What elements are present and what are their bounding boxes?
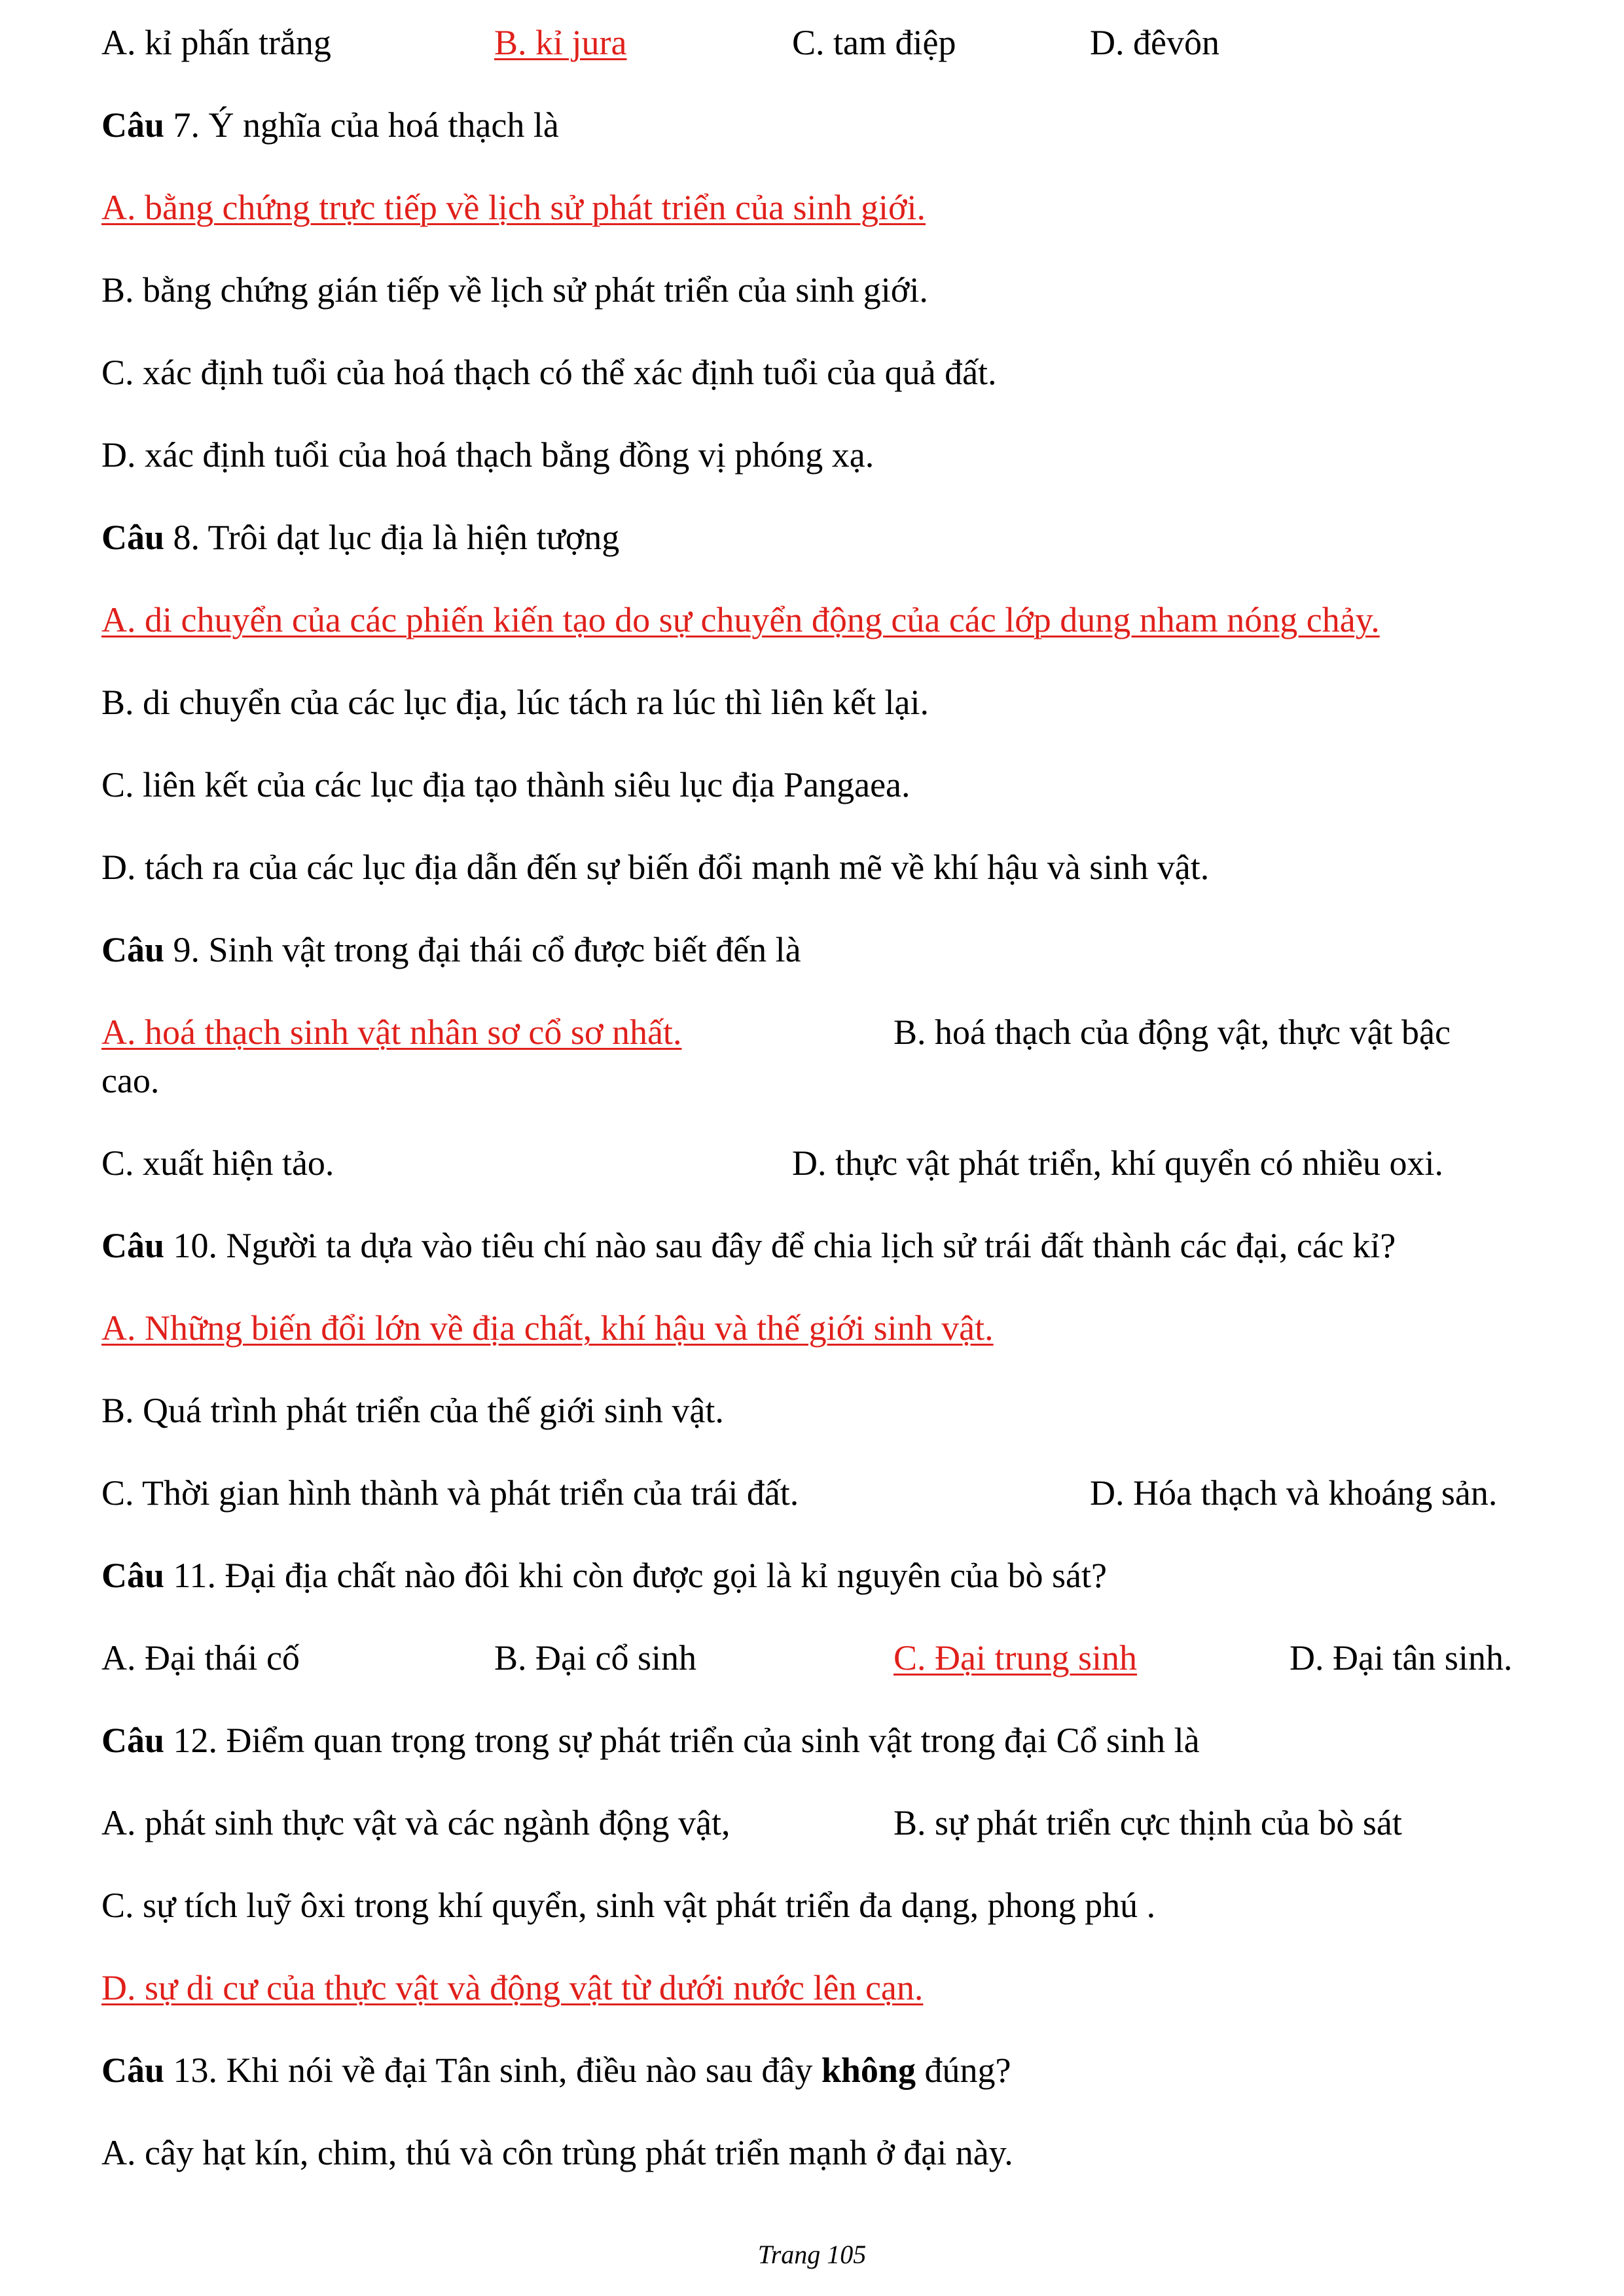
q12-label: Câu bbox=[101, 1721, 165, 1760]
q9-option-d: D. thực vật phát triển, khí quyển có nhiều oxi. bbox=[792, 1143, 1444, 1183]
q10-option-b: B. Quá trình phát triển của thế giới sinh vật. bbox=[101, 1391, 724, 1430]
q13-text-before: 13. Khi nói về đại Tân sinh, điều nào sau đây bbox=[164, 2051, 821, 2090]
q8-question bbox=[101, 514, 1542, 560]
q9-option-a-correct: A. hoá thạch sinh vật nhân sơ cổ sơ nhất. bbox=[101, 1013, 682, 1052]
q12-option-b: B. sự phát triển cực thịnh của bò sát bbox=[893, 1803, 1402, 1842]
q11-option-c-correct: C. Đại trung sinh bbox=[893, 1638, 1137, 1677]
q12-option-d-correct: D. sự di cư của thực vật và động vật từ dưới nước lên cạn. bbox=[101, 1968, 924, 2007]
q9-option-b-continuation: cao. bbox=[101, 1061, 160, 1100]
q11-option-a: A. Đại thái cố bbox=[101, 1638, 300, 1677]
q13-label: Câu bbox=[101, 2051, 165, 2090]
q6-option-d: D. đêvôn bbox=[1090, 23, 1219, 62]
q9-option-b: B. hoá thạch của động vật, thực vật bậc bbox=[893, 1013, 1451, 1052]
q10-option-a-correct: A. Những biến đổi lớn về địa chất, khí hậu và thế giới sinh vật. bbox=[101, 1308, 994, 1348]
q7-option-b: B. bằng chứng gián tiếp về lịch sử phát triển của sinh giới. bbox=[101, 270, 928, 310]
q7-option-a-row bbox=[101, 185, 1542, 230]
q11-question bbox=[101, 1552, 1542, 1598]
q13-text-bold: không bbox=[821, 2051, 916, 2090]
q9-question bbox=[101, 927, 1542, 973]
q11-option-b: B. Đại cổ sinh bbox=[494, 1638, 696, 1677]
q10-option-a-row bbox=[101, 1305, 1542, 1351]
q11-option-d: D. Đại tân sinh. bbox=[1290, 1638, 1513, 1677]
q10-option-d: D. Hóa thạch và khoáng sản. bbox=[1090, 1473, 1498, 1513]
q13-text-after: đúng? bbox=[915, 2051, 1011, 2090]
q7-label: Câu bbox=[101, 105, 165, 145]
q8-option-a-correct: A. di chuyển của các phiến kiến tạo do sự chuyển động của các lớp dung nham nóng chảy. bbox=[101, 600, 1380, 639]
q11-text: 11. Đại địa chất nào đôi khi còn được gọi là kỉ nguyên của bò sát? bbox=[164, 1556, 1107, 1595]
q12-question bbox=[101, 1717, 1542, 1763]
page-number: Trang 105 bbox=[757, 2240, 867, 2269]
q12-option-c: C. sự tích luỹ ôxi trong khí quyển, sinh vật phát triển đa dạng, phong phú . bbox=[101, 1886, 1156, 1925]
q10-label: Câu bbox=[101, 1226, 165, 1265]
q10-option-c: C. Thời gian hình thành và phát triển của trái đất. bbox=[101, 1473, 799, 1513]
q8-option-a-row bbox=[101, 597, 1542, 643]
q6-option-b-correct: B. kỉ jura bbox=[494, 23, 627, 62]
document-page bbox=[101, 0, 1542, 2296]
q8-text: 8. Trôi dạt lục địa là hiện tượng bbox=[164, 518, 620, 557]
q10-question bbox=[101, 1223, 1542, 1268]
q8-option-c: C. liên kết của các lục địa tạo thành siêu lục địa Pangaea. bbox=[101, 765, 911, 804]
q6-option-a: A. kỉ phấn trắng bbox=[101, 23, 331, 62]
q7-option-d: D. xác định tuổi của hoá thạch bằng đồng vị phóng xạ. bbox=[101, 435, 875, 475]
q8-label: Câu bbox=[101, 518, 165, 557]
q12-text: 12. Điểm quan trọng trong sự phát triển của sinh vật trong đại Cổ sinh là bbox=[164, 1721, 1200, 1760]
page-footer bbox=[0, 2238, 1624, 2271]
q12-option-d-row bbox=[101, 1965, 1542, 2011]
q12-option-a: A. phát sinh thực vật và các ngành động vật, bbox=[101, 1803, 731, 1842]
q7-question bbox=[101, 102, 1542, 148]
q11-label: Câu bbox=[101, 1556, 165, 1595]
q13-option-a: A. cây hạt kín, chim, thú và côn trùng phát triển mạnh ở đại này. bbox=[101, 2133, 1013, 2172]
q9-text: 9. Sinh vật trong đại thái cổ được biết đến là bbox=[164, 930, 801, 969]
q7-text: 7. Ý nghĩa của hoá thạch là bbox=[164, 105, 559, 145]
q7-option-c: C. xác định tuổi của hoá thạch có thể xác định tuổi của quả đất. bbox=[101, 353, 997, 392]
q8-option-d: D. tách ra của các lục địa dẫn đến sự biến đổi mạnh mẽ về khí hậu và sinh vật. bbox=[101, 848, 1210, 887]
q13-question bbox=[101, 2047, 1542, 2093]
q7-option-a-correct: A. bằng chứng trực tiếp về lịch sử phát triển của sinh giới. bbox=[101, 188, 926, 227]
q10-text: 10. Người ta dựa vào tiêu chí nào sau đây để chia lịch sử trái đất thành các đại, các kỉ? bbox=[164, 1226, 1396, 1265]
q9-option-c: C. xuất hiện tảo. bbox=[101, 1143, 334, 1183]
q9-label: Câu bbox=[101, 930, 165, 969]
q6-option-c: C. tam điệp bbox=[792, 23, 956, 62]
q8-option-b: B. di chuyển của các lục địa, lúc tách ra lúc thì liên kết lại. bbox=[101, 683, 929, 722]
